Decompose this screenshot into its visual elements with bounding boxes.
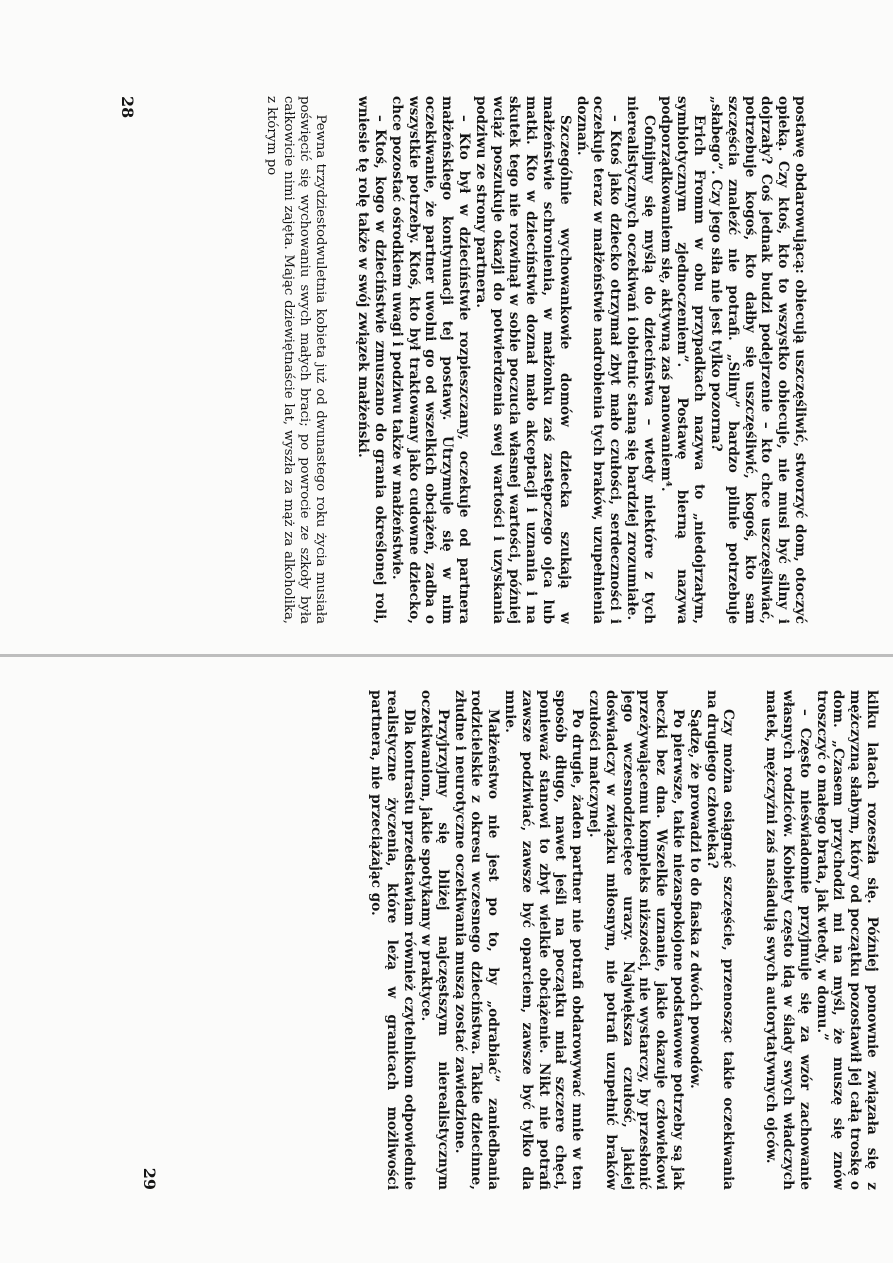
paragraph: – Kto był w dzieciństwie rozpieszczany, oczekuje od partnera małżeńskiego kontynuacji tej postawy. Utrzymuje się w nim oczekiwanie, że partner uwolni go od wszelkich obciążeń, zadba o wszystkie potrzeby. Ktoś, kto był traktowany jako cudowne dziecko, chce pozostać ośrodkiem uwagi i podziwu także w małżeństwie. [388, 96, 473, 624]
paragraph: – Często nieświadomie przyjmuje się za wzór zachowanie własnych rodziców. Kobiety często idą w ślady swych władczych matek, mężczyźni zaś naśladują swych autorytatywnych ojców. [763, 690, 813, 1190]
page-body [263, 96, 808, 624]
page-fold-line [0, 654, 893, 657]
paragraph: Erich Fromm w obu przypadkach nazywa to „niedojrzałym, symbiotycznym zjednoczeniem”. Postawę bierną nazywa podporządkowaniem się, aktywną zaś panowaniem⁴. [657, 96, 708, 624]
page-number: 29 [140, 1167, 159, 1190]
paragraph: postawę obdarowującą: obiecują uszczęśliwić, stworzyć dom, otoczyć opieką. Czy ktoś, kto to wszystko obiecuje, nie musi być silny i dojrzały? Coś jednak budzi podejrzenie – kto chce uszczęśliwiać, potrzebuje kogoś, kto dałby się uszczęśliwić, kogoś, kto sam szczęścia znaleźć nie potrafi. „Silny” bardzo pilnie potrzebuje „słabego”. Czy jego siła nie jest tylko pozorna? [708, 96, 808, 624]
paragraph: Po drugie, żaden partner nie potrafi obdarowywać mnie w ten sposób długo, nawet jeśli na początku miał szczere chęci, ponieważ stanowi to zbyt wielkie obciążenie. Nikt nie potrafi zawsze podziwiać, zawsze być oparciem, zawsze być tylko dla mnie. [502, 690, 586, 1190]
paragraph: Sądzę, że prowadzi to do fiaska z dwóch powodów. [686, 709, 703, 1089]
book-page-right [140, 690, 880, 1190]
paragraph: Cofnijmy się myślą do dzieciństwa – wtedy niektóre z tych nierealistycznych oczekiwań i obietnic staną się bardziej zrozumiałe. [624, 96, 657, 624]
page-body [367, 690, 880, 1190]
paragraph: Szczególnie wychowankowie domów dziecka szukają w małżeństwie schronienia, w małżonku zaś zastępczego ojca lub matki. Kto w dzieciństwie doznał mało akceptacji i uznania i na skutek tego nie rozwinął w sobie poczucia własnej wartości, później wciąż poszukuje okazji do potwierdzenia swej wartości i uzyskania podziwu ze strony partnera. [472, 96, 573, 624]
paragraph: Dla kontrastu przedstawiam również czytelnikom odpowiednie realistyczne życzenia, które leżą w granicach możliwości partnera, nie przeciążając go. [367, 690, 418, 1190]
paragraph: – Ktoś jako dziecko otrzymał zbyt mało czułości, serdeczności i oczekuje teraz w małżeństwie nadrobienia tych braków, uzupełnienia doznań. [573, 96, 624, 624]
paragraph: Pewna trzydziestodwuletnia kobieta już od dwunastego roku życia musiała poświęcić się wychowaniu swych małych braci; po powrocie ze szkoły była całkowicie nimi zajęta. Mając dziewiętnaście lat, wyszła za mąż za alkoholika, z którym po [264, 96, 329, 624]
paragraph: Po pierwsze, takie niezaspokojone podstawowe potrzeby są jak beczki bez dna. Wszelkie uznanie, jakie okazuje człowiekowi przeżywającemu kompleks niższości, nie wystarczy, by przesłonić jego wczesnodziecięce urazy. Największa czułość, jakiej doświadczy w związku miłosnym, nie potrafi uzupełnić braków czułości matczynej. [586, 690, 687, 1190]
paragraph: – Ktoś, kogo w dzieciństwie zmuszano do grania określonej roli, wniesie tę rolę także w swój związek małżeński. [355, 96, 389, 624]
paragraph: Małżeństwo nie jest po to, by „odrabiać” zaniedbania rodzicielskie z okresu wczesnego dzieciństwa. Takie dziecinne, złudne i neurotyczne oczekiwania muszą zostać zawiedzione. [451, 690, 502, 1190]
paragraph: kilku latach rozeszła się. Później ponownie związała się z mężczyzną słabym, który od początku pozostawił jej całą troskę o dom. „Czasem przychodzi mi na myśl, że muszę się znów troszczyć o małego brata, jak wtedy, w domu.” [813, 690, 880, 1190]
book-page-left [118, 96, 808, 624]
paragraph: Czy można osiągnąć szczęście, przenosząc takie oczekiwania na drugiego człowieka? [703, 690, 737, 1190]
page-number: 28 [118, 96, 137, 119]
paragraph: Przyjrzyjmy się bliżej najczęstszym nierealistycznym oczekiwaniom, jakie spotykamy w praktyce. [418, 690, 451, 1190]
